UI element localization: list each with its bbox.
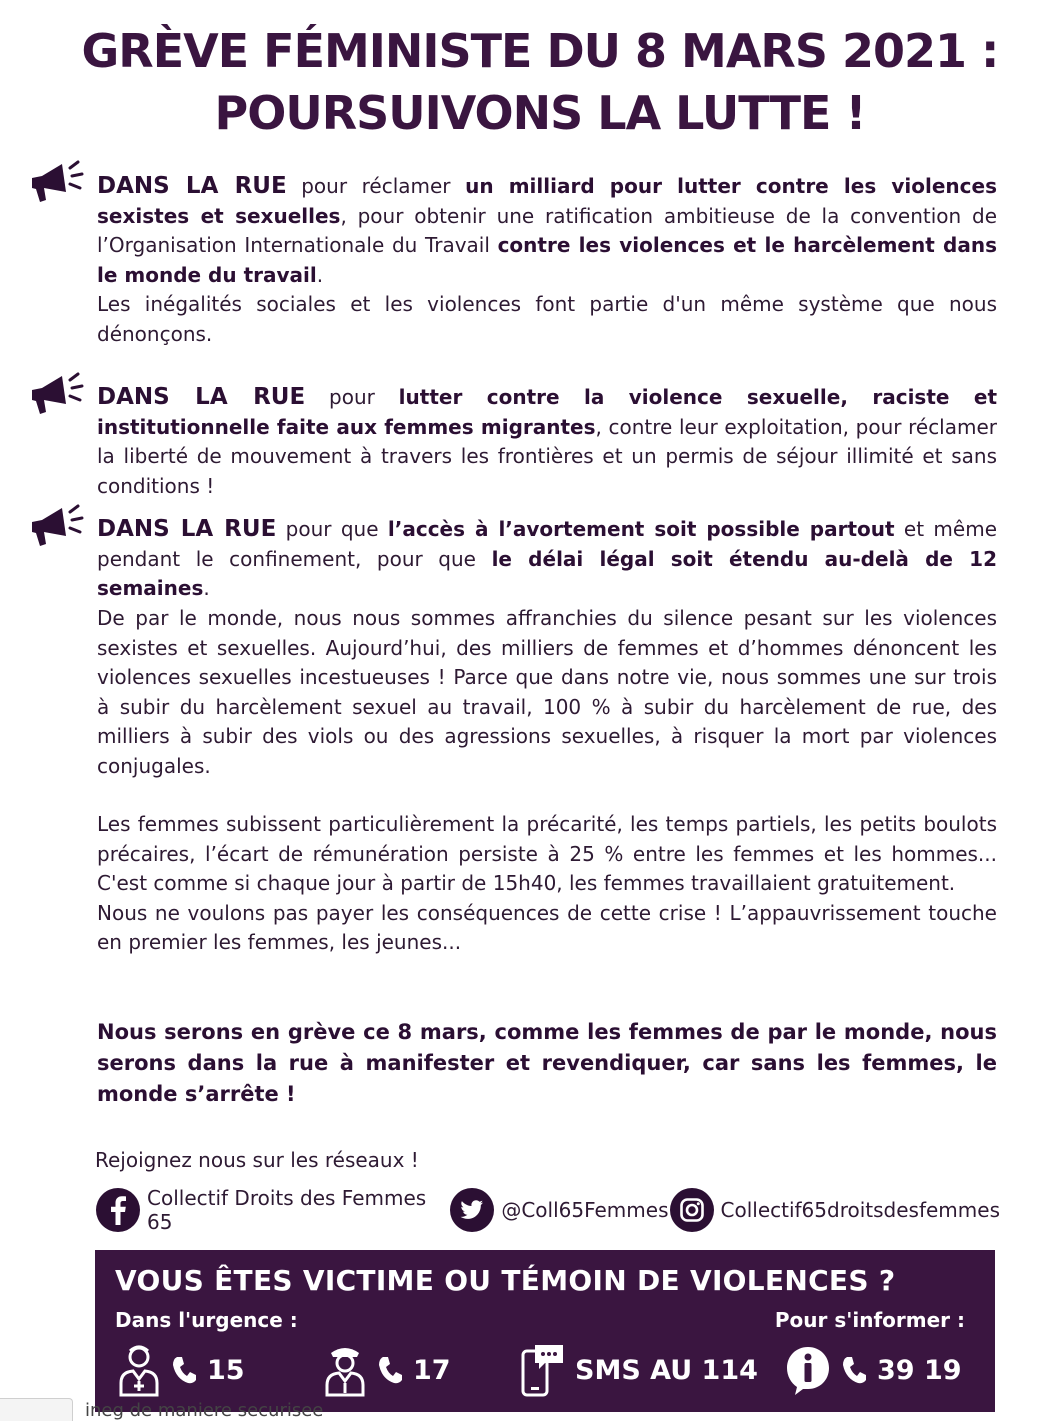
doctor-icon — [117, 1343, 161, 1397]
number-17: 17 — [413, 1354, 451, 1386]
info-label: Pour s'informer : — [774, 1308, 965, 1332]
number-3919: 39 19 — [877, 1354, 962, 1386]
paragraph-greve: Nous serons en grève ce 8 mars, comme les femmes de par le monde, nous serons dans la rue à manifester et revendiquer, car sans les femmes, le monde s’arrête ! — [97, 1020, 997, 1106]
contact-police[interactable] — [323, 1342, 451, 1398]
text-span: . — [203, 576, 210, 601]
cut-off-text-inner: ineg de maniere securisee — [85, 1400, 324, 1421]
sms-phone-icon — [519, 1343, 565, 1397]
text-span: pour que — [276, 517, 388, 541]
bold-span: un milliard pour lutter contre les violences sexistes et sexuelles — [97, 174, 997, 228]
instagram-icon — [669, 1187, 715, 1233]
megaphone-icon — [28, 504, 90, 550]
text-span: pour — [305, 385, 399, 409]
text-span: Les inégalités sociales et les violences font partie d'un même système que nous dénonçons. — [97, 292, 997, 346]
banner-title: VOUS ÊTES VICTIME OU TÉMOIN DE VIOLENCES ? — [115, 1264, 896, 1297]
sms-114: SMS AU 114 — [575, 1354, 758, 1386]
section-rue-violences — [97, 172, 997, 350]
urgent-label: Dans l'urgence : — [115, 1308, 298, 1332]
contact-samu[interactable] — [117, 1342, 245, 1398]
contact-3919[interactable] — [785, 1342, 962, 1398]
page-tab[interactable] — [0, 1398, 73, 1421]
title-line-1: GRÈVE FÉMINISTE DU 8 MARS 2021 : — [81, 24, 999, 78]
social-networks — [95, 1185, 1000, 1235]
phone-icon — [171, 1355, 197, 1385]
networks-intro: Rejoignez nous sur les réseaux ! — [95, 1148, 419, 1172]
text-span: et même pendant le confinement, pour que — [97, 517, 998, 571]
facebook-icon — [95, 1187, 141, 1233]
bold-span: l’accès à l’avortement soit possible partout — [387, 517, 895, 541]
text-span: Nous ne voulons pas payer les conséquences de cette crise ! L’appauvrissement touche en premier les femmes, les jeunes... — [97, 900, 997, 955]
phone-icon — [377, 1355, 403, 1385]
twitter-link[interactable] — [449, 1187, 668, 1233]
title-line-2: POURSUIVONS LA LUTTE ! — [214, 86, 866, 140]
paragraph-silence: De par le monde, nous nous sommes affranchies du silence pesant sur les violences sexistes et sexuelles. Aujourd’hui, des milliers de femmes et d’hommes dénoncent les violences sexuelles incestueuses ! Parce que dans notre vie, nous sommes une sur trois à subir du harcèlement sexuel au travail, 100 % à subir du harcèlement de rue, des milliers à subir des viols ou des agressions sexuelles, à risquer la mort par violences conjugales. — [97, 606, 997, 778]
section-rue-avortement — [97, 515, 997, 604]
instagram-label: Collectif65droitsdesfemmes — [720, 1198, 1000, 1222]
contact-sms[interactable] — [519, 1342, 758, 1398]
facebook-link[interactable] — [95, 1186, 449, 1234]
police-officer-icon — [323, 1343, 367, 1397]
twitter-icon — [449, 1187, 495, 1233]
text-span: pour réclamer — [286, 174, 466, 198]
number-15: 15 — [207, 1354, 245, 1386]
violence-help-banner — [95, 1250, 995, 1412]
section-lead: DANS LA RUE — [97, 173, 287, 199]
section-lead: DANS LA RUE — [97, 516, 277, 542]
section-rue-migrantes — [97, 383, 997, 501]
bold-span: lutter contre la violence sexuelle, raciste et institutionnelle faite aux femmes migrantes — [97, 385, 998, 439]
facebook-label: Collectif Droits des Femmes 65 — [147, 1186, 427, 1234]
cut-off-text — [85, 1400, 324, 1421]
instagram-link[interactable] — [669, 1187, 1001, 1233]
section-lead: DANS LA RUE — [97, 384, 306, 410]
twitter-label: @Coll65Femmes — [501, 1198, 669, 1222]
text-span: Les femmes subissent particulièrement la précarité, les temps partiels, les petits boulots précaires, l’écart de rémunération persiste à 25 % entre les femmes et les hommes... C'est comme si chaque jour à partir de 15h40, les femmes travaillaient gratuitement. — [97, 812, 997, 896]
bold-span: contre les violences et le harcèlement dans le monde du travail — [97, 233, 997, 287]
text-span: , contre leur exploitation, pour réclamer la liberté de mouvement à travers les frontières et un permis de séjour illimité et sans conditions ! — [97, 414, 998, 498]
info-icon — [785, 1345, 831, 1395]
text-span: , pour obtenir une ratification ambitieuse de la convention de l’Organisation Internationale du Travail — [97, 203, 998, 258]
phone-icon — [841, 1355, 867, 1385]
bold-span: le délai légal soit étendu au-delà de 12 semaines — [97, 546, 998, 601]
page-title — [40, 20, 1040, 144]
megaphone-icon — [28, 160, 90, 206]
paragraph-precarite — [97, 810, 997, 958]
megaphone-icon — [28, 372, 90, 418]
text-span: . — [316, 262, 324, 287]
